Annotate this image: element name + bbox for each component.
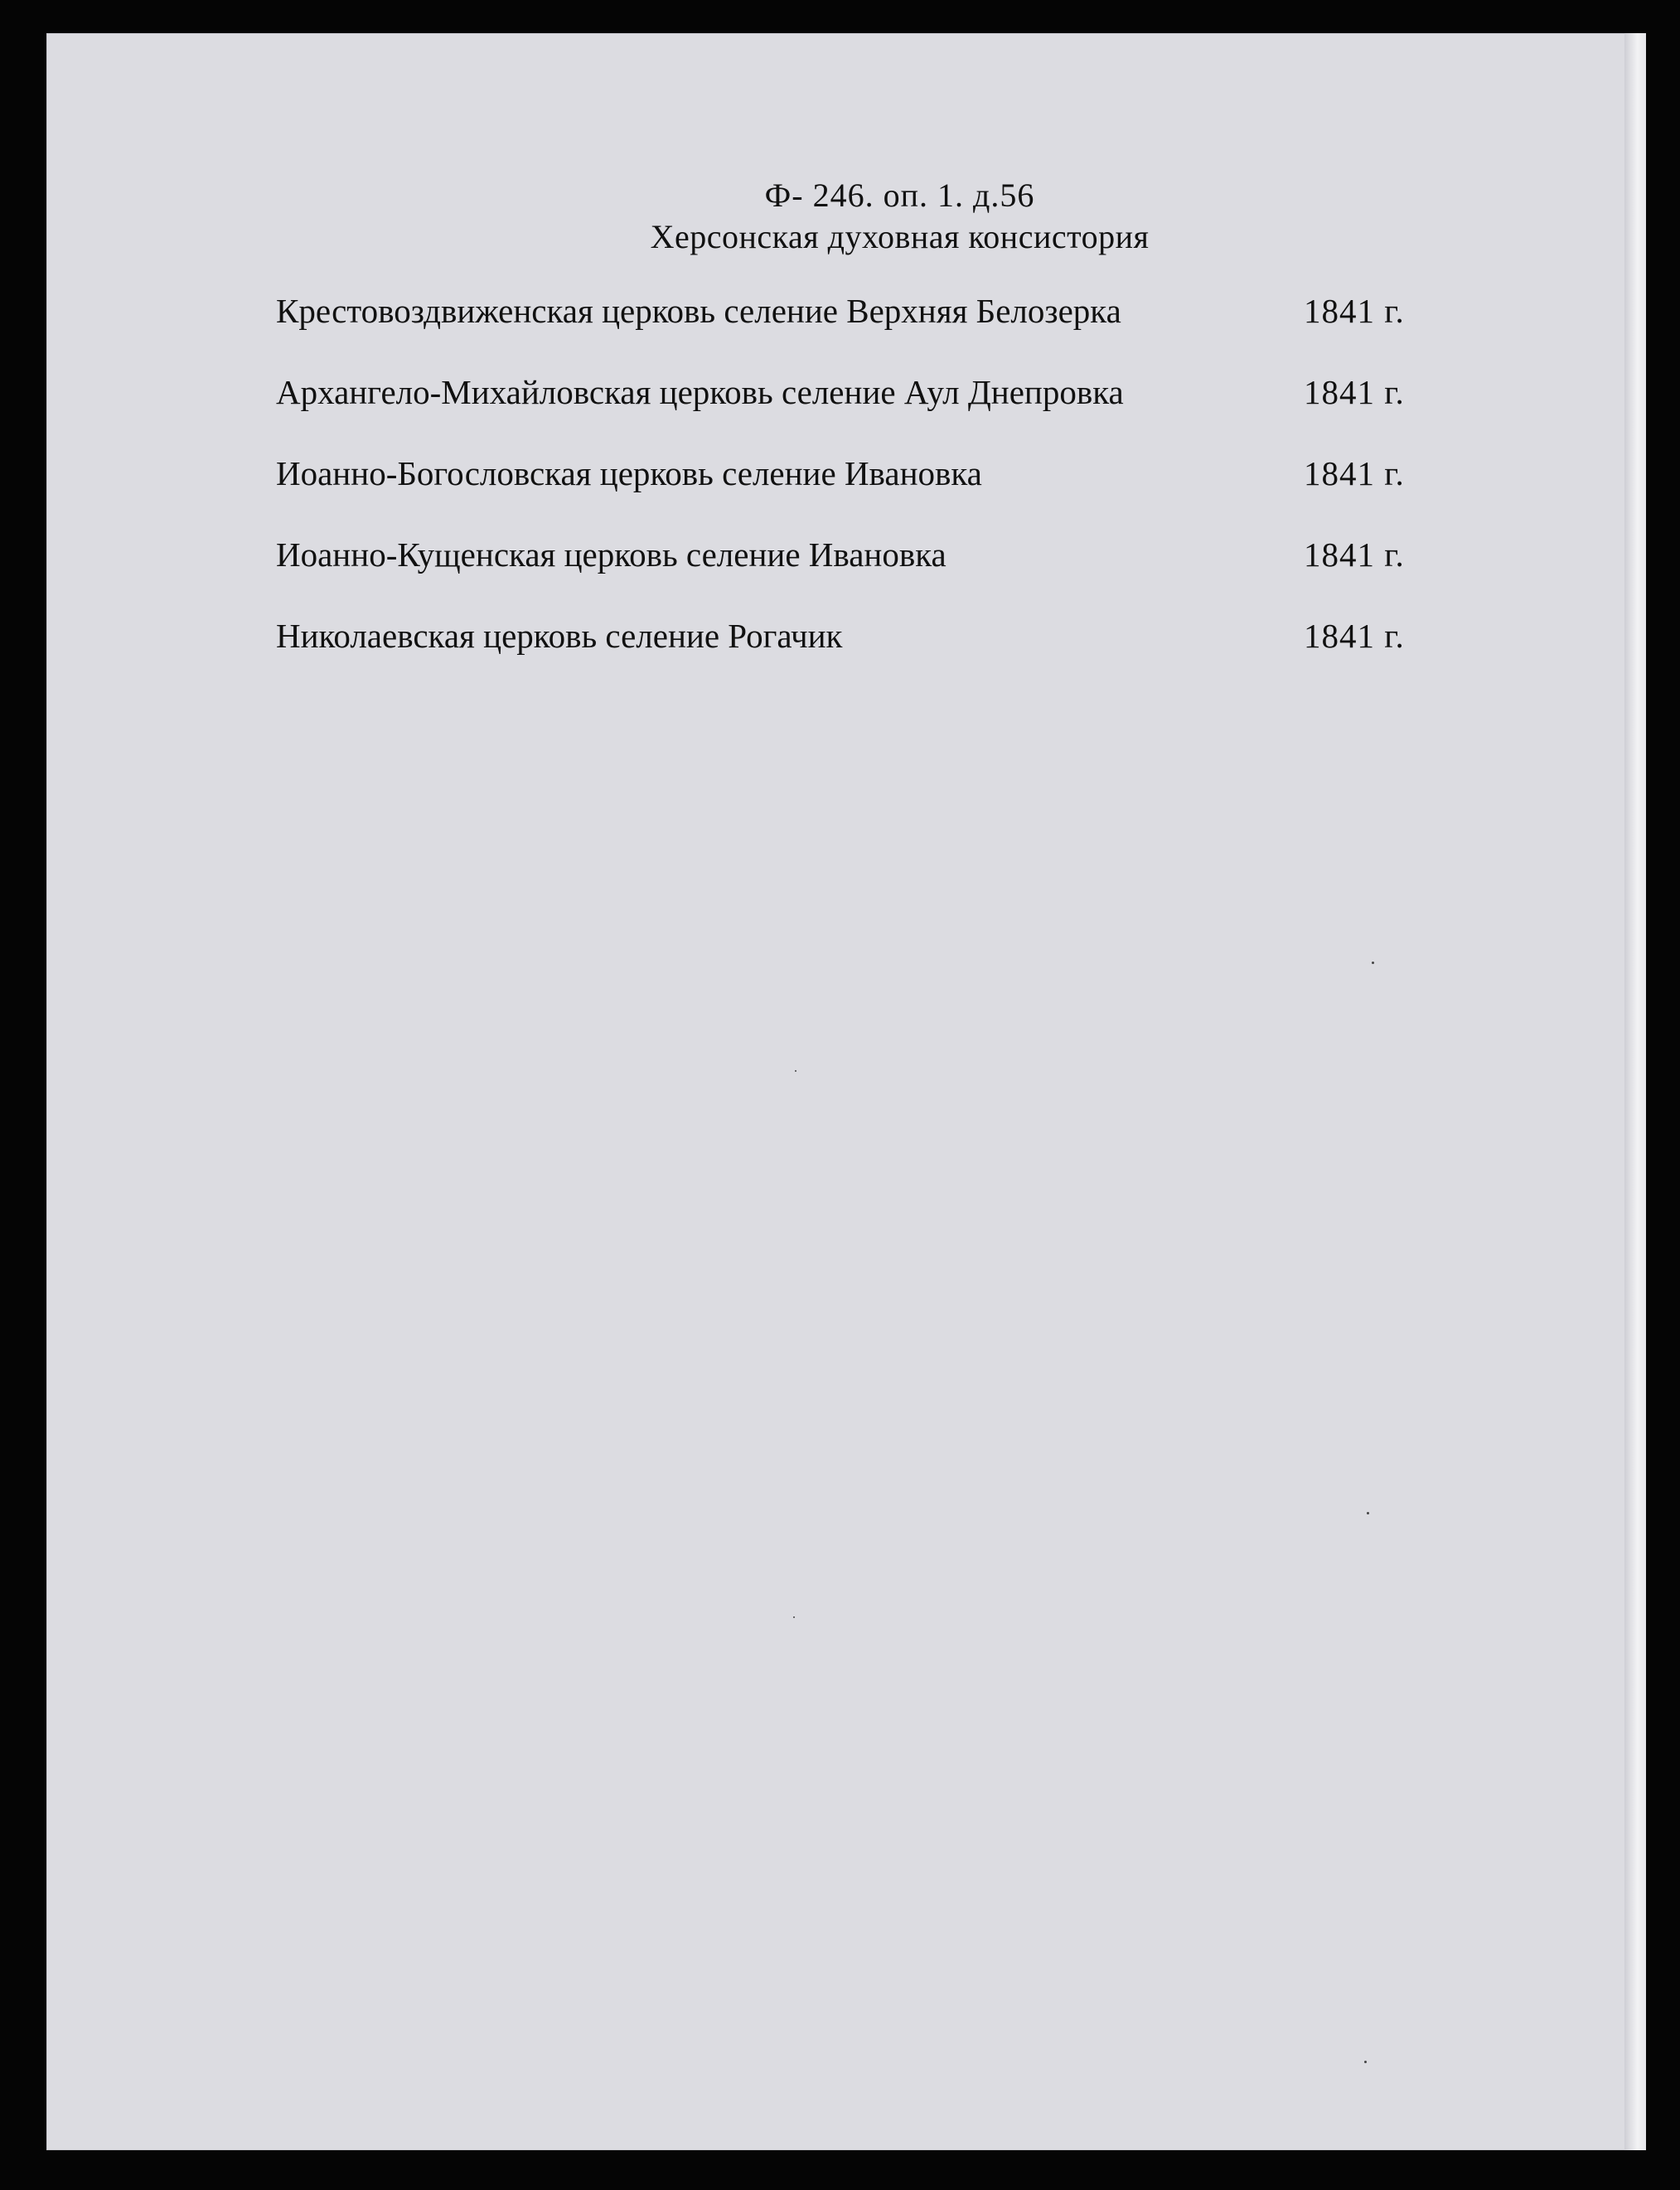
list-item [276, 616, 1420, 697]
paper-edge [1624, 33, 1646, 2150]
church-name: Иоанно-Богословская церковь селение Ивановка [276, 454, 982, 492]
entry-year: 1841 г. [1304, 454, 1405, 492]
church-name: Крестовоздвиженская церковь селение Верхняя Белозерка [276, 292, 1121, 330]
church-name: Иоанно-Кущенская церковь селение Ивановка [276, 535, 947, 574]
church-name: Архангело-Михайловская церковь селение Аул Днепровка [276, 373, 1124, 411]
entry-year: 1841 г. [1304, 292, 1405, 330]
church-name: Николаевская церковь селение Рогачик [276, 617, 843, 655]
dust-speck [1364, 2061, 1367, 2063]
entry-year: 1841 г. [1304, 535, 1405, 574]
dust-speck [793, 1616, 795, 1618]
list-item [276, 453, 1420, 535]
dust-speck [795, 1070, 796, 1072]
institution-title: Херсонская духовная консистория [650, 218, 1150, 255]
entry-year: 1841 г. [1304, 617, 1405, 655]
list-item [276, 372, 1420, 453]
archive-reference: Ф- 246. оп. 1. д.56 [764, 177, 1035, 214]
dust-speck [1367, 1512, 1369, 1514]
list-item [276, 535, 1420, 616]
dust-speck [1372, 962, 1374, 964]
church-list [276, 291, 1420, 697]
entry-year: 1841 г. [1304, 373, 1405, 411]
list-item [276, 291, 1420, 372]
